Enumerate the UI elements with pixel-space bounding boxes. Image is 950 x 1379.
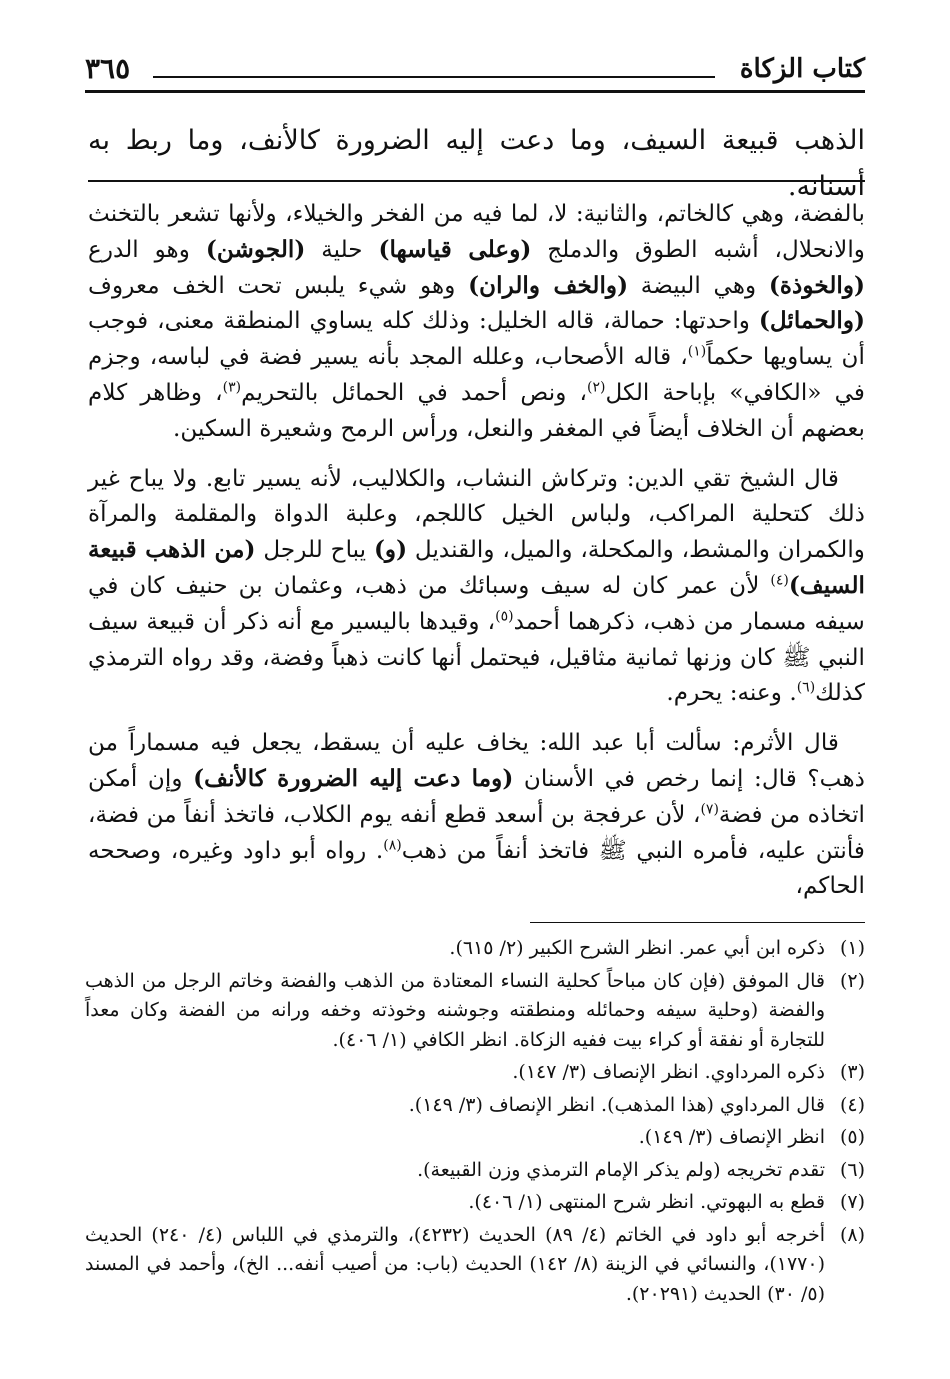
footnote-ref[interactable]: (٨)	[383, 836, 402, 853]
text-run: وهو الدرع	[88, 235, 206, 263]
text-run: وهي البيضة	[628, 271, 769, 299]
footnote-number: (١)	[839, 937, 865, 959]
paragraph-1	[88, 196, 865, 447]
page-header	[85, 52, 865, 92]
commentary-body	[88, 196, 865, 918]
footnote-text: ذكره ابن أبي عمر. انظر الشرح الكبير (٢/ ٦١٥).	[449, 937, 825, 959]
text-run: وهو شيء يلبس تحت الخف معروف	[88, 271, 469, 299]
footnote-item	[85, 1091, 865, 1121]
bold-term: (و)	[373, 536, 408, 564]
footnote-text: انظر الإنصاف (٣/ ١٤٩).	[638, 1126, 825, 1148]
footnote-number: (٣)	[839, 1061, 865, 1083]
bold-term: (والخوذة)	[768, 271, 865, 299]
text-run: ، وقيدها باليسير مع أنه ذكر أن قبيعة سيف النبي ﷺ كان وزنها ثمانية مثاقيل، فيحتمل أنها كانت ذهباً وفضة، وقد رواه الترمذي كذلك	[88, 607, 865, 707]
chapter-title: كتاب الزكاة	[739, 54, 865, 84]
footnote-ref[interactable]: (٣)	[222, 379, 242, 396]
matn-divider	[88, 180, 865, 182]
footnote-text: قال الموفق (فإن كان مباحاً كحلية النساء المعتادة من الذهب والفضة وخاتم الرجل من الذهب والفضة (وحلية سيفه وحمائله ومنطقته وجوشنه وخوذته وخفه ورانه من الفضة وكان معداً للتجارة أو نفقة أو كراء بيت ففيه الزكاة. انظر الكافي (١/ ٤٠٦).	[85, 969, 825, 1051]
bold-term: (والخف والران)	[468, 271, 629, 299]
footnote-number: (٦)	[839, 1158, 865, 1181]
footnotes-divider	[530, 922, 865, 923]
text-run: بالفضة، وهي كالخاتم، والثانية: لا، لما فيه من الفخر والخيلاء، ولأنها تشعر بالتخنث والانحلال، أشبه الطوق والدملج	[88, 200, 866, 263]
footnote-text: تقدم تخريجه (ولم يذكر الإمام الترمذي وزن القبيعة).	[417, 1158, 825, 1181]
footnote-text: ذكره المرداوي. انظر الإنصاف (٣/ ١٤٧).	[512, 1061, 825, 1083]
text-run: لأن عمر كان له سيف وسبائك من ذهب، وعثمان بن حنيف كان في سيفه مسمار من ذهب، ذكرهما أحمد	[88, 571, 865, 635]
text-run: ، ونص أحمد في الحمائل بالتحريم	[241, 378, 588, 406]
footnote-number: (٨)	[839, 1223, 865, 1246]
footnote-number: (٥)	[839, 1126, 865, 1148]
bold-term: (من الذهب قبيعة السيف)	[88, 536, 865, 599]
text-run: ، قاله الأصحاب، وعلله المجد بأنه يسير فضة في لباسه، وجزم في «الكافي» بإباحة الكل	[88, 343, 865, 406]
footnote-ref[interactable]: (١)	[687, 343, 707, 360]
text-run: وإن أمكن اتخاذه من فضة	[88, 764, 866, 828]
text-run: قال الشيخ تقي الدين: وتركاش النشاب، والكلاليب، لأنه يسير تابع. ولا يباح غير ذلك كتحلية المراكب، ولباس الخيل كاللجم، وعلبة الدواة والمقلمة والمرآة والكمران والمشط، والمكحلة، والميل، والقنديل	[88, 464, 865, 564]
footnote-item	[85, 1156, 865, 1186]
bold-term: (وما دعت إليه الضرورة كالأنف)	[193, 764, 514, 792]
footnote-ref[interactable]: (٧)	[700, 801, 719, 818]
text-run: ، وظاهر كلام بعضهم أن الخلاف أيضاً في المغفر والنعل، ورأس الرمح وشعيرة السكين.	[88, 378, 865, 442]
footnote-number: (٧)	[839, 1191, 865, 1213]
footnotes	[85, 934, 865, 1312]
footnote-text: قطع به البهوتي. انظر شرح المنتهى (١/ ٤٠٦).	[468, 1191, 825, 1213]
header-rule	[153, 76, 715, 78]
footnote-ref[interactable]: (٢)	[587, 379, 606, 396]
footnote-number: (٤)	[839, 1093, 865, 1116]
matn-text: الذهب قبيعة السيف، وما دعت إليه الضرورة كالأنف، وما ربط به أسنانه.	[88, 125, 865, 202]
text-run: . رواه أبو داود وغيره، وصححه الحاكم،	[88, 836, 865, 900]
footnote-ref[interactable]: (٥)	[495, 608, 514, 625]
footnote-ref[interactable]: (٦)	[796, 679, 816, 696]
paragraph-2	[88, 461, 865, 712]
footnote-item	[85, 934, 865, 964]
footnote-item	[85, 1123, 865, 1153]
bold-term: (والحمائل)	[758, 307, 865, 335]
text-run: حلية	[305, 235, 379, 263]
footnote-number: (٢)	[839, 969, 865, 992]
text-run: ، لأن عرفجة بن أسعد قطع أنفه يوم الكلاب، فاتخذ أنفاً من فضة، فأنتن عليه، فأمره النبي ﷺ فاتخذ أنفاً من ذهب	[88, 800, 865, 864]
footnote-item	[85, 967, 865, 1056]
bold-term: (وعلى قياسها)	[378, 235, 532, 263]
footnote-ref[interactable]: (٤)	[770, 572, 789, 589]
footnote-item	[85, 1058, 865, 1088]
bold-term: (الجوشن)	[205, 235, 306, 263]
footnote-item	[85, 1188, 865, 1218]
page-number: ٣٦٥	[85, 52, 131, 85]
header-divider	[85, 90, 865, 93]
text-run: قال الأثرم: سألت أبا عبد الله: يخاف عليه أن يسقط، يجعل فيه مسماراً من ذهب؟ قال: إنما رخص في الأسنان	[88, 729, 865, 792]
footnote-text: أخرجه أبو داود في الخاتم (٤/ ٨٩) الحديث (٤٢٣٢)، والترمذي في اللباس (٤/ ٢٤٠) الحديث (١٧٧٠)، والنسائي في الزينة (٨/ ١٤٢) الحديث (باب: من أصيب أنفه... الخ)، وأحمد في المسند (٥/ ٣٠) الحديث (٢٠٢٩١).	[85, 1223, 826, 1305]
text-run: . وعنه: يحرم.	[666, 679, 797, 707]
text-run: يباح للرجل	[255, 536, 374, 564]
footnote-text: قال المرداوي (هذا المذهب). انظر الإنصاف (٣/ ١٤٩).	[408, 1093, 825, 1116]
paragraph-3	[88, 725, 865, 904]
text-run: واحدتها: حمالة، قاله الخليل: وذلك كله يساوي المنطقة معنى، فوجب أن يساويها حكماً	[88, 307, 865, 371]
footnote-item	[85, 1221, 865, 1310]
